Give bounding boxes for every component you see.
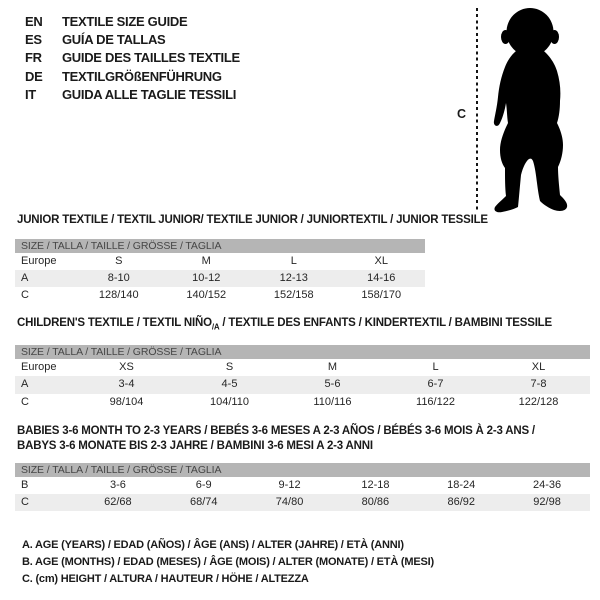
size-value-cell: 80/86	[361, 496, 390, 509]
size-value-cell: 7-8	[530, 378, 547, 391]
language-title-list	[25, 12, 240, 104]
size-value-cell: 12-18	[361, 479, 390, 491]
footnote-line: B. AGE (MONTHS) / EDAD (MESES) / ÂGE (MOIS) / ALTER (MONATE) / ETÀ (MESI)	[22, 556, 434, 568]
size-table-section	[15, 424, 590, 511]
size-value-cell: XS	[119, 361, 134, 374]
size-table-rows	[15, 253, 425, 305]
size-table-section	[15, 316, 590, 411]
size-value-cell: 158/170	[361, 289, 402, 302]
size-table-rows	[15, 477, 590, 511]
guide-title-text: GUIDA ALLE TAGLIE TESSILI	[62, 87, 237, 103]
size-value-cell: 140/152	[186, 289, 227, 302]
size-value-cell: 18-24	[447, 479, 476, 491]
language-code: FR	[25, 50, 42, 66]
table-row	[15, 394, 590, 411]
height-measure-dashed-line	[476, 8, 478, 212]
size-value-cell: 4-5	[221, 378, 238, 391]
size-value-cell: 5-6	[324, 378, 341, 391]
size-value-cell: M	[201, 255, 211, 267]
language-line	[25, 49, 240, 67]
size-value-cell: S	[225, 361, 234, 374]
table-row	[15, 287, 425, 304]
size-value-cell: 62/68	[104, 496, 132, 509]
row-label: A	[21, 272, 29, 285]
row-label: Europe	[21, 361, 57, 374]
height-measure-label: C	[457, 107, 467, 121]
table-row	[15, 253, 425, 270]
table-row	[15, 477, 590, 494]
size-table-title	[15, 316, 590, 334]
size-value-cell: 10-12	[192, 272, 221, 285]
size-value-cell: 14-16	[367, 272, 396, 285]
size-value-cell: 3-6	[109, 479, 126, 491]
table-row	[15, 494, 590, 511]
size-header-bar: SIZE / TALLA / TAILLE / GRÖSSE / TAGLIA	[15, 345, 590, 359]
language-code: IT	[25, 87, 36, 103]
language-code: EN	[25, 13, 43, 29]
language-line	[25, 30, 240, 48]
guide-title-text: GUIDE DES TAILLES TEXTILE	[62, 50, 240, 66]
size-value-cell: L	[290, 255, 297, 267]
language-line	[25, 12, 240, 30]
footnote-line: A. AGE (YEARS) / EDAD (AÑOS) / ÂGE (ANS) / ALTER (JAHRE) / ETÀ (ANNI)	[22, 539, 404, 551]
language-line	[25, 67, 240, 85]
table-row	[15, 359, 590, 376]
size-table-title-part: BABIES 3-6 MONTH TO 2-3 YEARS / BEBÉS 3-6 MESES A 2-3 AÑOS / BÉBÉS 3-6 MOIS À 2-3 ANS /	[17, 425, 535, 437]
footnote-line: C. (cm) HEIGHT / ALTURA / HAUTEUR / HÖHE / ALTEZZA	[22, 573, 309, 585]
size-table-title-part: CHILDREN'S TEXTILE / TEXTIL NIÑO	[17, 317, 212, 329]
row-label: A	[21, 378, 29, 391]
size-value-cell: 24-36	[532, 479, 562, 491]
size-header-bar: SIZE / TALLA / TAILLE / GRÖSSE / TAGLIA	[15, 239, 425, 253]
size-value-cell: XL	[374, 255, 388, 267]
baby-silhouette-icon	[484, 7, 578, 214]
row-label: C	[21, 289, 29, 302]
size-table-title-part: BABYS 3-6 MONATE BIS 2-3 JAHRE / BAMBINI 3-6 MESI A 2-3 ANNI	[17, 440, 373, 452]
guide-title-text: TEXTILE SIZE GUIDE	[62, 13, 188, 29]
row-label: Europe	[21, 255, 57, 267]
size-value-cell: 98/104	[109, 395, 144, 408]
language-line	[25, 86, 240, 104]
size-value-cell: 12-13	[279, 272, 308, 285]
table-row	[15, 376, 590, 393]
table-row	[15, 270, 425, 287]
size-value-cell: 6-9	[195, 479, 212, 491]
guide-title-text: GUÍA DE TALLAS	[62, 32, 166, 48]
size-value-cell: 92/98	[533, 496, 561, 509]
language-code: ES	[25, 32, 42, 48]
size-header-bar: SIZE / TALLA / TAILLE / GRÖSSE / TAGLIA	[15, 463, 590, 477]
row-label: B	[21, 479, 29, 491]
size-table-title-part: JUNIOR TEXTILE / TEXTIL JUNIOR/ TEXTILE JUNIOR / JUNIORTEXTIL / JUNIOR TESSILE	[17, 214, 488, 226]
row-label: C	[21, 496, 29, 509]
size-table-title-part: / TEXTILE DES ENFANTS / KINDERTEXTIL / BAMBINI TESSILE	[219, 317, 552, 329]
size-value-cell: 122/128	[518, 395, 559, 408]
size-value-cell: 104/110	[210, 395, 249, 408]
footnotes	[22, 537, 434, 588]
size-value-cell: M	[327, 361, 338, 374]
size-value-cell: S	[115, 255, 123, 267]
size-value-cell: 6-7	[427, 378, 444, 391]
size-value-cell: 74/80	[275, 496, 304, 509]
size-table-section	[15, 213, 488, 305]
size-value-cell: 86/92	[447, 496, 475, 509]
size-table-title	[15, 213, 488, 228]
size-value-cell: 152/158	[273, 289, 314, 302]
size-value-cell: 9-12	[278, 479, 301, 491]
language-code: DE	[25, 68, 43, 84]
size-value-cell: 110/116	[313, 395, 352, 408]
size-value-cell: 3-4	[118, 378, 135, 391]
size-value-cell: L	[432, 361, 439, 374]
size-table-title-part: /A	[211, 322, 220, 332]
guide-title-text: TEXTILGRÖßENFÜHRUNG	[62, 68, 222, 84]
size-table-rows	[15, 359, 590, 411]
baby-figure	[455, 6, 585, 214]
size-table-title	[15, 424, 590, 454]
size-value-cell: 116/122	[416, 395, 455, 408]
size-value-cell: 128/140	[98, 289, 139, 302]
size-value-cell: XL	[531, 361, 546, 374]
row-label: C	[21, 395, 29, 408]
size-value-cell: 68/74	[189, 496, 218, 509]
size-value-cell: 8-10	[107, 272, 130, 285]
